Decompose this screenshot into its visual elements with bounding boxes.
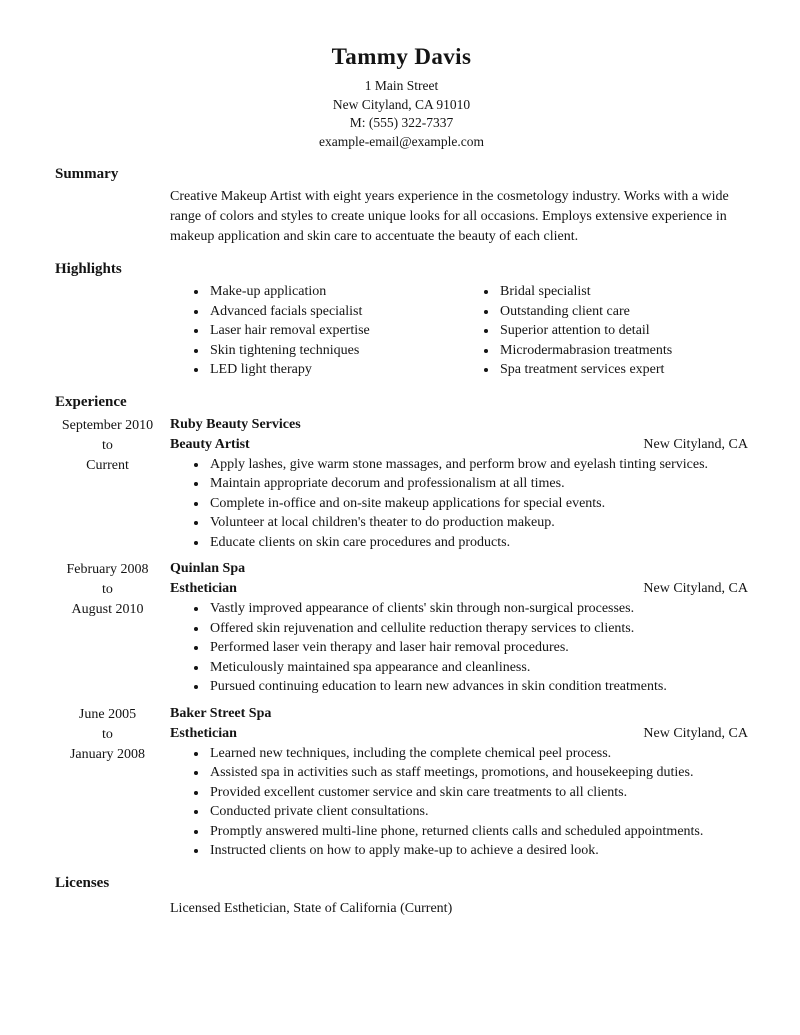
job-bullet: • Instructed clients on how to apply make-up to achieve a desired look. (208, 841, 748, 861)
experience-heading: Experience (55, 393, 127, 410)
job-bullet: • Complete in-office and on-site makeup applications for special events. (208, 494, 748, 514)
job-dates (55, 704, 170, 861)
job-date-separator: to (102, 582, 113, 597)
job-title-row (170, 579, 748, 599)
job-date-separator: to (102, 726, 113, 742)
highlights-list-left (170, 282, 460, 380)
job-bullet-list (170, 455, 748, 553)
highlight-item: • Make-up application (208, 282, 460, 302)
job-content (170, 559, 748, 697)
highlight-item: • Bridal specialist (498, 282, 748, 302)
highlight-item: • Spa treatment services expert (498, 360, 748, 380)
job-date-start: September 2010 (61, 417, 154, 433)
job-company: Ruby Beauty Services (170, 416, 301, 432)
address-city: New Cityland, CA 91010 (332, 96, 471, 112)
summary-text: Creative Makeup Artist with eight years experience in the cosmetology industry. Works with a wide range of colors and styles to create unique looks for all occasions. Employs extensive experience in makeup application and skin care to accentuate the beauty of each client. (170, 189, 729, 244)
experience-section (55, 393, 748, 861)
job-company: Quinlan Spa (170, 561, 246, 576)
email-address: example-email@example.com (319, 133, 484, 149)
licenses-heading: Licenses (55, 874, 110, 891)
job-bullet: • Vastly improved appearance of clients' skin through non-surgical processes. (208, 599, 748, 619)
licenses-left-spacer (55, 896, 170, 919)
highlights-left-spacer (55, 282, 170, 380)
job-entry-baker-street-spa (55, 704, 748, 861)
highlight-item: • Laser hair removal expertise (208, 321, 460, 341)
licenses-content (170, 896, 748, 919)
job-location: New Cityland, CA (643, 436, 748, 452)
summary-body (55, 187, 748, 247)
job-bullet: • Learned new techniques, including the complete chemical peel process. (208, 744, 748, 764)
highlight-item: • Microdermabrasion treatments (498, 341, 748, 361)
job-entry-quinlan-spa (55, 559, 748, 697)
resume-header (55, 44, 748, 151)
job-dates (55, 415, 170, 553)
job-bullet-list (170, 744, 748, 861)
job-bullet: • Pursued continuing education to learn new advances in skin condition treatments. (208, 677, 748, 697)
highlights-heading: Highlights (55, 261, 122, 277)
job-date-start: June 2005 (78, 706, 137, 722)
job-date-end: January 2008 (69, 746, 146, 762)
highlight-item: • Superior attention to detail (498, 321, 748, 341)
licenses-section (55, 874, 748, 919)
job-bullet: • Volunteer at local children's theater to do production makeup. (208, 513, 748, 533)
job-location: New Cityland, CA (643, 725, 748, 741)
job-bullet: • Provided excellent customer service and skin care treatments to all clients. (208, 783, 748, 803)
highlight-item: • Skin tightening techniques (208, 341, 460, 361)
job-bullet-list (170, 599, 748, 697)
candidate-name: Tammy Davis (331, 44, 472, 69)
job-entry-ruby-beauty-services (55, 415, 748, 553)
job-content (170, 704, 748, 861)
job-date-separator: to (102, 437, 113, 453)
job-date-start: February 2008 (66, 562, 149, 577)
job-location: New Cityland, CA (643, 581, 748, 596)
highlight-item: • Advanced facials specialist (208, 302, 460, 322)
summary-section (55, 165, 748, 247)
summary-heading: Summary (55, 166, 119, 182)
highlights-columns (170, 282, 748, 380)
highlight-item: • Outstanding client care (498, 302, 748, 322)
job-title-row (170, 724, 748, 744)
summary-left-spacer (55, 187, 170, 247)
job-content (170, 415, 748, 553)
job-date-end: Current (86, 457, 129, 473)
job-title-row (170, 435, 748, 455)
job-bullet: • Meticulously maintained spa appearance and cleanliness. (208, 658, 748, 678)
job-bullet: • Offered skin rejuvenation and cellulite reduction therapy services to clients. (208, 619, 748, 639)
phone-number: M: (555) 322-7337 (349, 115, 454, 130)
job-bullet: • Educate clients on skin care procedures and products. (208, 533, 748, 553)
job-bullet: • Promptly answered multi-line phone, returned clients calls and scheduled appointments. (208, 822, 748, 842)
highlights-body (55, 282, 748, 380)
highlights-list-right (460, 282, 748, 380)
licenses-body (55, 896, 748, 919)
job-title: Esthetician (170, 725, 237, 741)
highlight-item: • LED light therapy (208, 360, 460, 380)
job-company: Baker Street Spa (170, 705, 272, 721)
license-text: Licensed Esthetician, State of California (Current) (170, 900, 453, 916)
job-bullet: • Maintain appropriate decorum and professionalism at all times. (208, 474, 748, 494)
summary-content (170, 187, 748, 247)
address-street: 1 Main Street (364, 78, 439, 93)
job-title: Beauty Artist (170, 436, 250, 452)
highlights-section (55, 260, 748, 380)
job-date-end: August 2010 (71, 602, 144, 617)
job-bullet: • Assisted spa in activities such as staff meetings, promotions, and housekeeping duties. (208, 763, 748, 783)
job-bullet: • Performed laser vein therapy and laser hair removal procedures. (208, 638, 748, 658)
job-title: Esthetician (170, 581, 237, 596)
job-bullet: • Apply lashes, give warm stone massages, and perform brow and eyelash tinting services. (208, 455, 748, 475)
job-dates (55, 559, 170, 697)
job-bullet: • Conducted private client consultations. (208, 802, 748, 822)
